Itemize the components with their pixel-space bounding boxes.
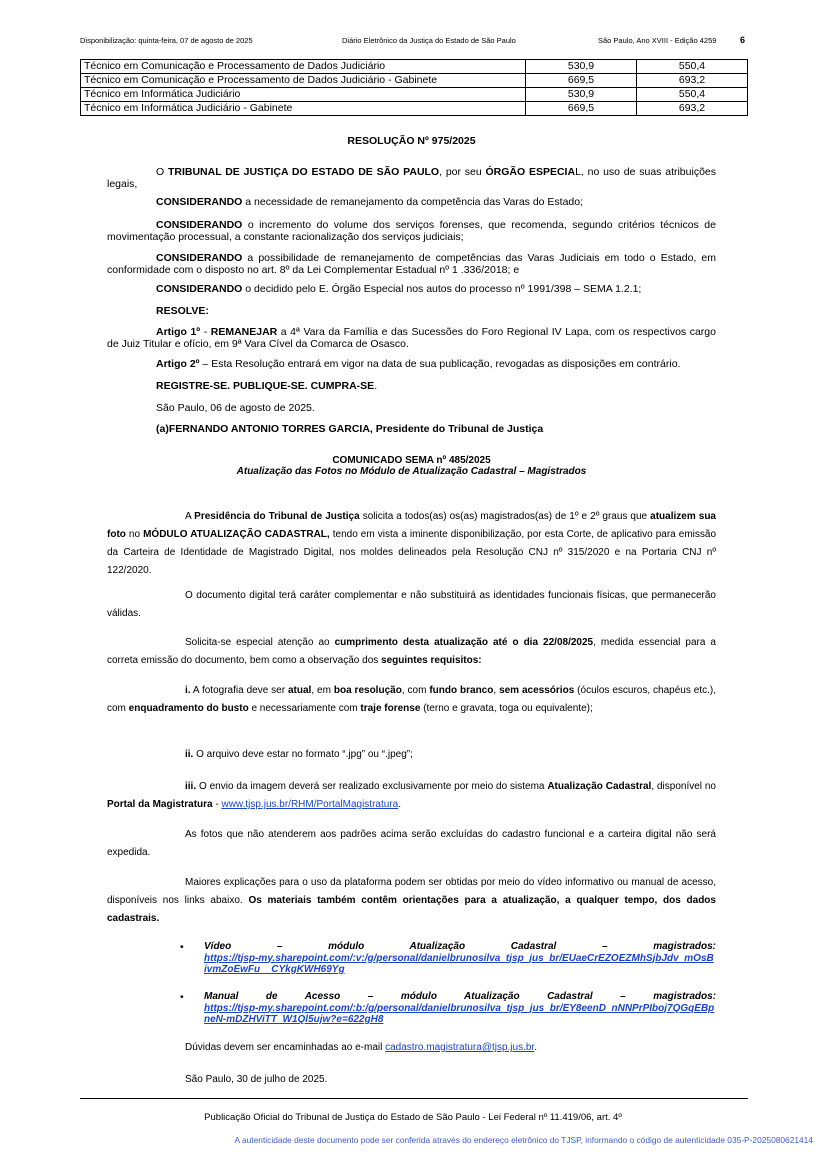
text: a necessidade de remanejamento da competência das Varas do Estado;	[242, 196, 584, 208]
text: sem acessórios	[499, 685, 575, 696]
text: -	[200, 326, 211, 338]
considerando-4	[107, 284, 716, 296]
duvidas	[185, 1039, 725, 1057]
comunicado-subtitle: Atualização das Fotos no Módulo de Atualização Cadastral – Magistrados	[236, 466, 587, 477]
table-cell: Técnico em Comunicação e Processamento de Dados Judiciário - Gabinete	[81, 74, 526, 88]
resolution-date: São Paulo, 06 de agosto de 2025.	[156, 402, 315, 414]
bullet-video	[204, 941, 716, 976]
table-row	[81, 88, 748, 102]
text: A	[185, 511, 195, 522]
considerando-2	[107, 220, 716, 243]
text: MÓDULO ATUALIZAÇÃO CADASTRAL,	[143, 529, 330, 540]
table-cell: 530,9	[526, 88, 637, 102]
text: -	[212, 799, 222, 810]
table-cell: 530,9	[526, 60, 637, 74]
text: , disponível no	[651, 781, 716, 792]
text: , com	[401, 685, 430, 696]
text: a possibilidade de remanejamento de competências das Varas Judiciais em todo o Estado, em conformidade com o disposto no art. 8º da Lei Complementar Estadual nº 1 .336/2018; e	[107, 252, 716, 276]
text: .	[374, 380, 378, 392]
authenticity-note: A autenticidade deste documento pode ser conferida através do endereço eletrônico do TJSP, informando o código de autenticidade 035-P-2025080621414	[234, 1135, 813, 1145]
manual-link[interactable]: https://tjsp-my.sharepoint.com/:b:/g/personal/danielbrunosilva_tjsp_jus_br/EY8eenD_nNNPrPIboj7QGqEBpneN-mDZHViTT_W1Ql5ujw?e=622gH8	[204, 1002, 715, 1025]
text: Solicita-se especial atenção ao	[185, 637, 335, 648]
text: TRIBUNAL DE JUSTIÇA DO ESTADO DE SÃO PAULO	[167, 166, 440, 178]
text: Artigo 2º	[156, 358, 200, 370]
text: , por seu	[439, 166, 486, 178]
table-cell: 693,2	[637, 102, 748, 116]
text: iii.	[185, 781, 197, 792]
video-link[interactable]: https://tjsp-my.sharepoint.com/:v:/g/personal/danielbrunosilva_tjsp_jus_br/EUaeCrEZOEZMhSjbJdv_mOsBivmZoEwFu__CYkgKWH69Yg	[204, 952, 714, 975]
table-cell: Técnico em Informática Judiciário	[81, 88, 526, 102]
artigo-2	[107, 359, 716, 371]
text: A fotografia deve ser	[190, 685, 288, 696]
table-cell: 693,2	[637, 74, 748, 88]
comunicado-p1	[107, 508, 716, 580]
table-cell: 669,5	[526, 74, 637, 88]
bullet-dot: •	[180, 991, 184, 1003]
text: REMANEJAR	[210, 326, 278, 338]
requisito-3	[107, 778, 716, 814]
bullet-manual-label: Manual de Acesso – módulo Atualização Cadastral – magistrados:	[204, 991, 716, 1002]
text: atualizem sua foto	[107, 511, 716, 540]
table-cell: Técnico em Comunicação e Processamento de Dados Judiciário	[81, 60, 526, 74]
table-cell: 550,4	[637, 60, 748, 74]
table-row	[81, 102, 748, 116]
text: Dúvidas devem ser encaminhadas ao e-mail	[185, 1042, 386, 1053]
text: Portal da Magistratura	[107, 799, 213, 810]
text: O envio da imagem deverá ser realizado exclusivamente por meio do sistema	[196, 781, 548, 792]
bullet-manual	[204, 991, 716, 1026]
requisito-1	[107, 682, 716, 718]
text: ii.	[185, 749, 194, 760]
comunicado-title: COMUNICADO SEMA nº 485/2025	[332, 455, 491, 466]
bullet-video-label: Vídeo – módulo Atualização Cadastral – magistrados:	[204, 941, 716, 952]
comunicado-p4: As fotos que não atenderem aos padrões acima serão excluídas do cadastro funcional e a carteira digital não será expedida.	[107, 829, 716, 858]
header-edition: São Paulo, Ano XVIII - Edição 4259	[598, 36, 717, 45]
registre	[107, 381, 716, 393]
text: ,	[493, 685, 500, 696]
text: ÓRGÃO ESPECIA	[485, 166, 576, 178]
table-cell: 550,4	[637, 88, 748, 102]
text: Maiores explicações para o uso da plataforma podem ser obtidas por meio do vídeo informativo ou manual de acesso, disponíveis nos links abaixo.	[107, 877, 716, 906]
resolve: RESOLVE:	[156, 305, 209, 317]
comunicado-p3	[107, 634, 716, 670]
resolution-title: RESOLUÇÃO Nº 975/2025	[347, 135, 476, 147]
resolution-intro	[107, 167, 716, 190]
text: , medida essencial para a correta emissão do documento, bem como a observação dos	[107, 637, 716, 666]
footer-divider	[80, 1098, 748, 1099]
text: (terno e gravata, toga ou equivalente);	[420, 703, 593, 714]
text: Os materiais também contêm orientações para a atualização, a qualquer tempo, dos dados cadastrais.	[107, 895, 716, 924]
table-cell: 669,5	[526, 102, 637, 116]
text: i.	[185, 685, 191, 696]
text: CONSIDERANDO	[156, 283, 243, 295]
portal-magistratura-link[interactable]: www.tjsp.jus.br/RHM/PortalMagistratura	[221, 799, 399, 810]
text: L, no uso de suas atribuições legais,	[107, 166, 717, 190]
text: solicita a todos(as) os(as) magistrados(as) de 1º e 2º graus que	[359, 511, 651, 522]
header-journal: Diário Eletrônico da Justiça do Estado de São Paulo	[342, 36, 516, 45]
text: o decidido pelo E. Órgão Especial nos autos do processo nº 1991/398 – SEMA 1.2.1;	[242, 283, 642, 295]
requisito-2	[107, 746, 716, 764]
resolution-signature: (a)FERNANDO ANTONIO TORRES GARCIA, Presidente do Tribunal de Justiça	[156, 423, 544, 435]
text: e necessariamente com	[248, 703, 361, 714]
artigo-1	[107, 327, 716, 350]
text: Artigo 1º	[156, 326, 201, 338]
text: Atualização Cadastral	[547, 781, 652, 792]
text: seguintes requisitos:	[381, 655, 482, 666]
text: (óculos escuros, chapéus etc.), com	[107, 685, 717, 714]
table-row	[81, 74, 748, 88]
page-header	[80, 36, 748, 48]
header-date: Disponibilização: quinta-feira, 07 de agosto de 2025	[80, 36, 253, 45]
text: CONSIDERANDO	[156, 219, 243, 231]
considerando-1	[107, 197, 716, 209]
footer-publication: Publicação Oficial do Tribunal de Justiça do Estado de São Paulo - Lei Federal nº 11.419/06, art. 4º	[204, 1112, 622, 1123]
table-cell: Técnico em Informática Judiciário - Gabinete	[81, 102, 526, 116]
considerando-3	[107, 253, 716, 276]
text: fundo branco	[429, 685, 494, 696]
text: traje forense	[360, 703, 421, 714]
bullet-dot: •	[180, 941, 184, 953]
page-number: 6	[740, 35, 746, 45]
comunicado-p2: O documento digital terá caráter complementar e não substituirá as identidades funcionais físicas, que permanecerão válidas.	[107, 590, 716, 619]
email-link[interactable]: cadastro.magistratura@tjsp.jus.br	[385, 1042, 535, 1053]
comunicado-date: São Paulo, 30 de julho de 2025.	[185, 1074, 328, 1085]
salary-table	[80, 59, 748, 116]
text: o incremento do volume dos serviços forenses, que recomenda, segundo critérios técnicos de movimentação processual, a constante racionalização dos serviços judiciais;	[107, 219, 716, 243]
text: no	[125, 529, 144, 540]
text: tendo em vista a iminente disponibilização, por esta Corte, de aplicativo para emissão da Carteira de Identidade de Magistrado Digital, nos moldes delineados pela Resolução CNJ nº 315/2020 e na Portaria CNJ nº 122/2020.	[107, 529, 717, 576]
text: atual	[288, 685, 312, 696]
text: a 4ª Vara da Família e das Sucessões do Foro Regional IV Lapa, com os respectivos cargo de Juiz Titular e ofício, em 9ª Vara Cível da Comarca de Osasco.	[107, 326, 716, 350]
text: boa resolução	[333, 685, 402, 696]
text: REGISTRE-SE. PUBLIQUE-SE. CUMPRA-SE	[156, 380, 375, 392]
text: CONSIDERANDO	[156, 252, 243, 264]
comunicado-p5	[107, 874, 716, 928]
text: .	[398, 799, 401, 810]
text: Presidência do Tribunal de Justiça	[194, 511, 360, 522]
text: cumprimento desta atualização até o dia 22/08/2025	[334, 637, 594, 648]
text: , em	[311, 685, 334, 696]
text: – Esta Resolução entrará em vigor na data de sua publicação, revogadas as disposições em contrário.	[199, 358, 681, 370]
text: CONSIDERANDO	[156, 196, 243, 208]
text: O	[156, 166, 168, 178]
text: O arquivo deve estar no formato “.jpg” ou “.jpeg”;	[193, 749, 413, 760]
text: enquadramento do busto	[128, 703, 249, 714]
table-row	[81, 60, 748, 74]
text: .	[534, 1042, 537, 1053]
